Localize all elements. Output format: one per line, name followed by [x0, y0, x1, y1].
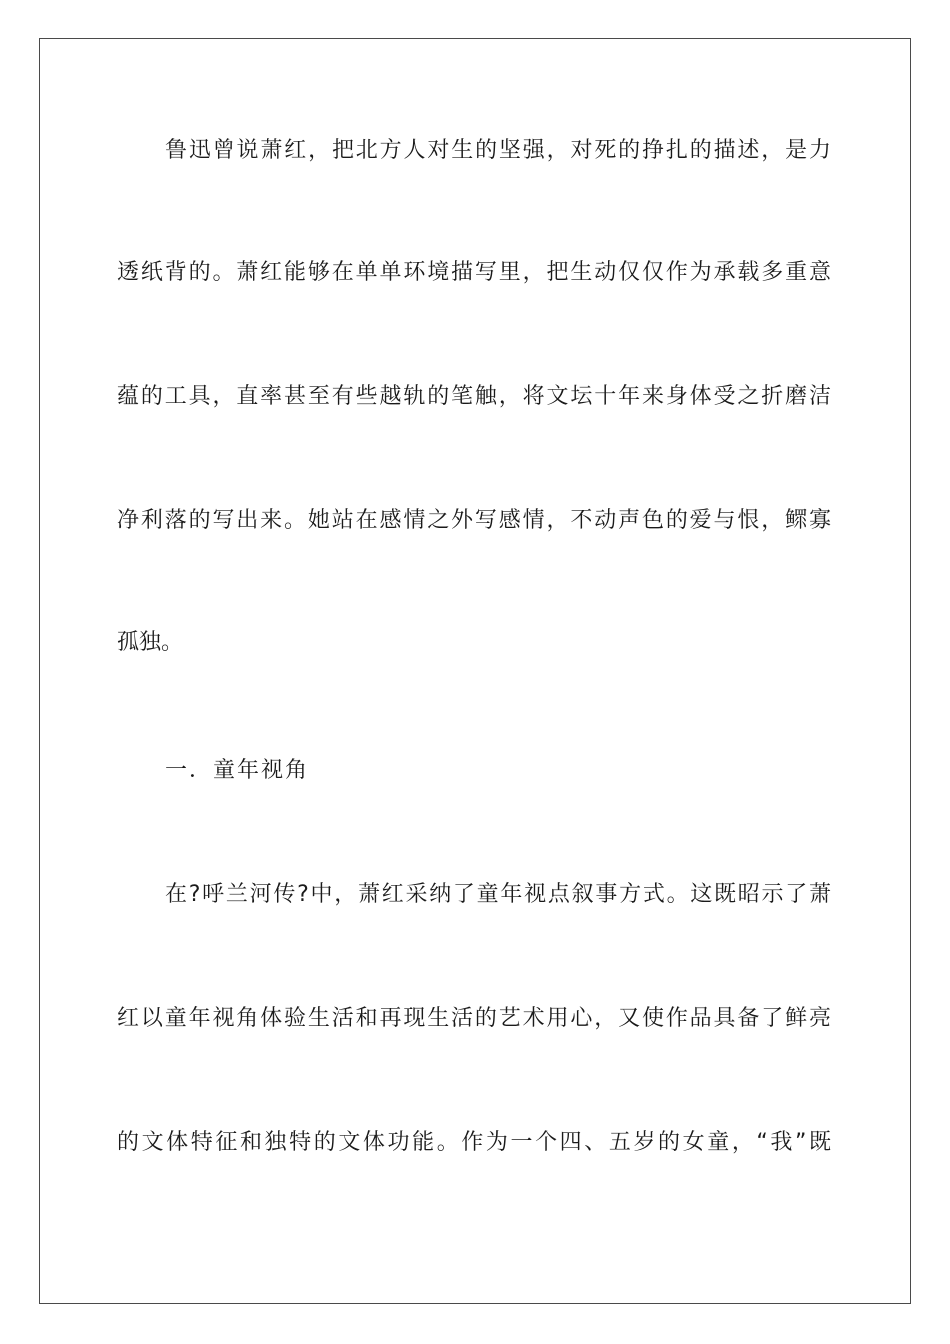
paragraph-1-line-3: 蕴的工具，直率甚至有些越轨的笔触，将文坛十年来身体受之折磨洁 [117, 384, 831, 409]
page-border [39, 38, 911, 1304]
paragraph-2-line-1: 在?呼兰河传?中，萧红采纳了童年视点叙事方式。这既昭示了萧 [165, 882, 831, 907]
paragraph-1-line-1: 鲁迅曾说萧红，把北方人对生的坚强，对死的挣扎的描述，是力 [165, 138, 831, 163]
section-heading: 一．童年视角 [165, 758, 310, 783]
paragraph-2-line-3: 的文体特征和独特的文体功能。作为一个四、五岁的女童，“我”既 [117, 1130, 831, 1155]
paragraph-1-line-5: 孤独。 [117, 630, 184, 655]
paragraph-2-line-2: 红以童年视角体验生活和再现生活的艺术用心，又使作品具备了鲜亮 [117, 1006, 831, 1031]
paragraph-1-line-2: 透纸背的。萧红能够在单单环境描写里，把生动仅仅作为承载多重意 [117, 260, 831, 285]
paragraph-1-line-4: 净利落的写出来。她站在感情之外写感情，不动声色的爱与恨，鳏寡 [117, 508, 831, 533]
